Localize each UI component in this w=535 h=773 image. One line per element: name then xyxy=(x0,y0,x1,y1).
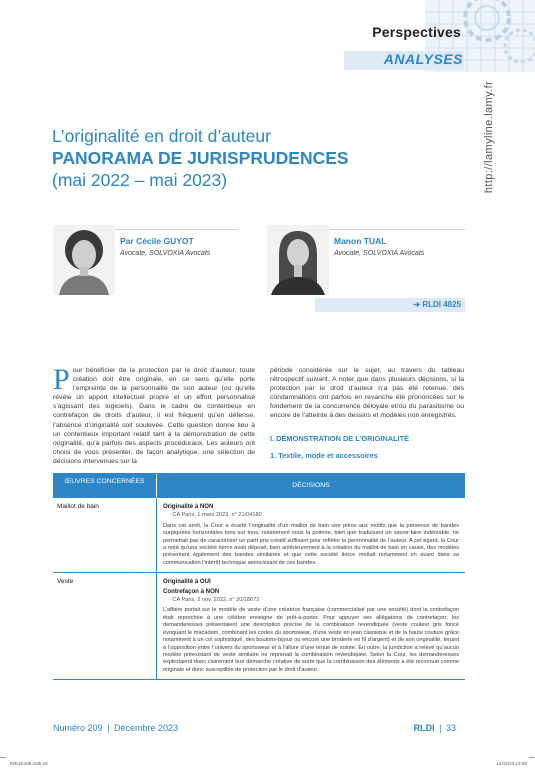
author-affiliation: Avocate, SOLVOXIA Avocats xyxy=(120,250,211,257)
title-line-3: (mai 2022 – mai 2023) xyxy=(52,170,228,190)
decision-citation: · CA Paris, 2 nov. 2022, n° 20/18672 xyxy=(169,597,260,604)
subsection-heading: 1. Textile, mode et accessoires xyxy=(270,451,378,460)
author-photo xyxy=(267,225,329,295)
table-row xyxy=(53,498,465,573)
footer-issue xyxy=(53,723,178,733)
issue-date: Décembre 2023 xyxy=(113,723,178,733)
body-text: our bénéficier de la protection par le droit d’auteur, toute création doit être originale, en ce sens qu’elle porte l’empreinte de la personnalité de son auteur (ou qu’elle révèle un apport intellectuel propre et un effort personnalisé s’agissant des logiciels). Dans le cadre de contentieux en contrefaçon de droits d’auteur, il est fréquent qu’en défense, l’absence d’originalité soit soulevée. Cette question donne lieu à un contentieux important relatif tant à la démonstration de cette originalité, qu’à parfois des aspects procéduraux. Les auteurs ont choisi de vous présenter, de façon analytique, une sélection de décisions intervenues sur la xyxy=(53,367,255,465)
decision-label-secondary: Contrefaçon à NON xyxy=(163,587,220,595)
header-rubric: Perspectives xyxy=(372,24,461,40)
oeuvre-cell: Maillot de bain xyxy=(53,498,157,572)
issue-number: 209 xyxy=(87,723,103,733)
body-column-2 xyxy=(270,366,464,421)
print-slug-left: ERLDI209.indb 33 xyxy=(10,761,48,766)
footer-page xyxy=(414,723,456,733)
issue-label: Numéro xyxy=(53,723,86,733)
decision-label: Originalité à NON xyxy=(163,503,214,510)
section-heading: I. DÉMONSTRATION DE L’ORIGINALITÉ xyxy=(270,434,410,443)
website-url-text: http://lamyline.lamy.fr xyxy=(483,80,495,194)
author-photo xyxy=(53,225,115,295)
article-title xyxy=(52,125,452,191)
title-line-2: PANORAMA DE JURISPRUDENCES xyxy=(52,148,349,168)
body-column-1 xyxy=(53,363,255,466)
decision-cell xyxy=(157,498,465,572)
website-url[interactable] xyxy=(480,82,498,192)
footer-separator: | xyxy=(107,723,110,733)
column-header-oeuvres: ŒUVRES CONCERNÉES xyxy=(53,474,157,498)
decision-text: Dans cet arrêt, la Cour a écarté l’originalité d’un maillot de bain une pièce aux motifs que la présence de bandes surpiquées horizontales tons sur tons, notamment sous la poitrine, bien que traduisant un savoir-faire indéniable, ne permettait pas de caractériser un parti pris créatif suffisant pour refléter la personnalité de l’auteur. A cet égard, la Cour a noté qu’une société tierce avait déposé, bien antérieurement à la création du maillot de bain en cause, des modèles présentant également des bandes similaires et que cette société tierce mettait notamment en avant dans sa communication l’intérêt technique amincissant de ces bandes. xyxy=(163,522,459,566)
title-line-1: L’originalité en droit d’auteur xyxy=(52,126,271,146)
crop-mark xyxy=(0,757,6,758)
article-reference: ➔ RLDI 4825 xyxy=(413,300,461,309)
decisions-table xyxy=(53,473,465,680)
decision-label: Originalité à OUI xyxy=(163,578,211,586)
decision-cell xyxy=(157,573,465,679)
table-row xyxy=(53,573,465,680)
author-affiliation: Avocate, SOLVOXIA Avocats xyxy=(334,250,425,257)
author-name: Par Cécile GUYOT xyxy=(120,236,194,246)
column-header-decisions: DÉCISIONS xyxy=(292,482,330,489)
footer-separator: | xyxy=(439,723,442,733)
oeuvre-cell: Veste xyxy=(53,573,157,679)
header-section: ANALYSES xyxy=(383,51,463,67)
journal-name: RLDI xyxy=(413,723,435,733)
author-name: Manon TUAL xyxy=(334,236,387,246)
decision-citation: · CA Paris, 1 mars 2023, n° 21/04180 xyxy=(169,512,262,519)
decision-text: L’affaire portait sur le modèle de veste d’une créatrice française (commercialisé par une société) dont la contrefaçon était reprochée à une célèbre enseigne de prêt-à-porter. Pour appuyer ses allégations de contrefaçon, les demanderesses présentaient une description précise de la combinaison revendiquée (veste couleur gris foncé évoquant le macadam, combinant les codes du sportswear, d’une veste en jean classique et de la haute couture grâce notamment à un col sophistiqué, des boutons-bijoux ou encore une broderie en fil d’argent) et de son originalité, tenant à l’opposition entre l’univers du sportswear et à l’allure d’une tenue de soirée. En outre, la juridiction a relevé qu’aucun modèle préexistant de veste similaire ne reprenait la combinaison revendiquée. Selon la Cour, les demanderesses explicitaient donc clairement leur démarche créative de sorte que la combinaison des éléments a été reconnue comme originale et donc susceptible de protection par le droit d’auteur. xyxy=(163,607,459,673)
print-slug-right: 12/12/23 13:56 xyxy=(496,761,527,766)
body-text: période considérée sur le sujet, au travers du tableau rétrospectif suivant. A noter que dans plusieurs décisions, si la protection par le droit d’auteur n’a pas été retenue, des condamnations ont parfois en revanche été prononcées sur le fondement de la concurrence déloyale et/ou du parasitisme ou encore de l’atteinte à des dessins et modèles non enregistrés. xyxy=(270,367,464,420)
crop-mark xyxy=(529,757,535,758)
dropcap: P xyxy=(53,363,70,396)
table-header xyxy=(53,474,465,498)
page-number: 33 xyxy=(445,723,456,733)
